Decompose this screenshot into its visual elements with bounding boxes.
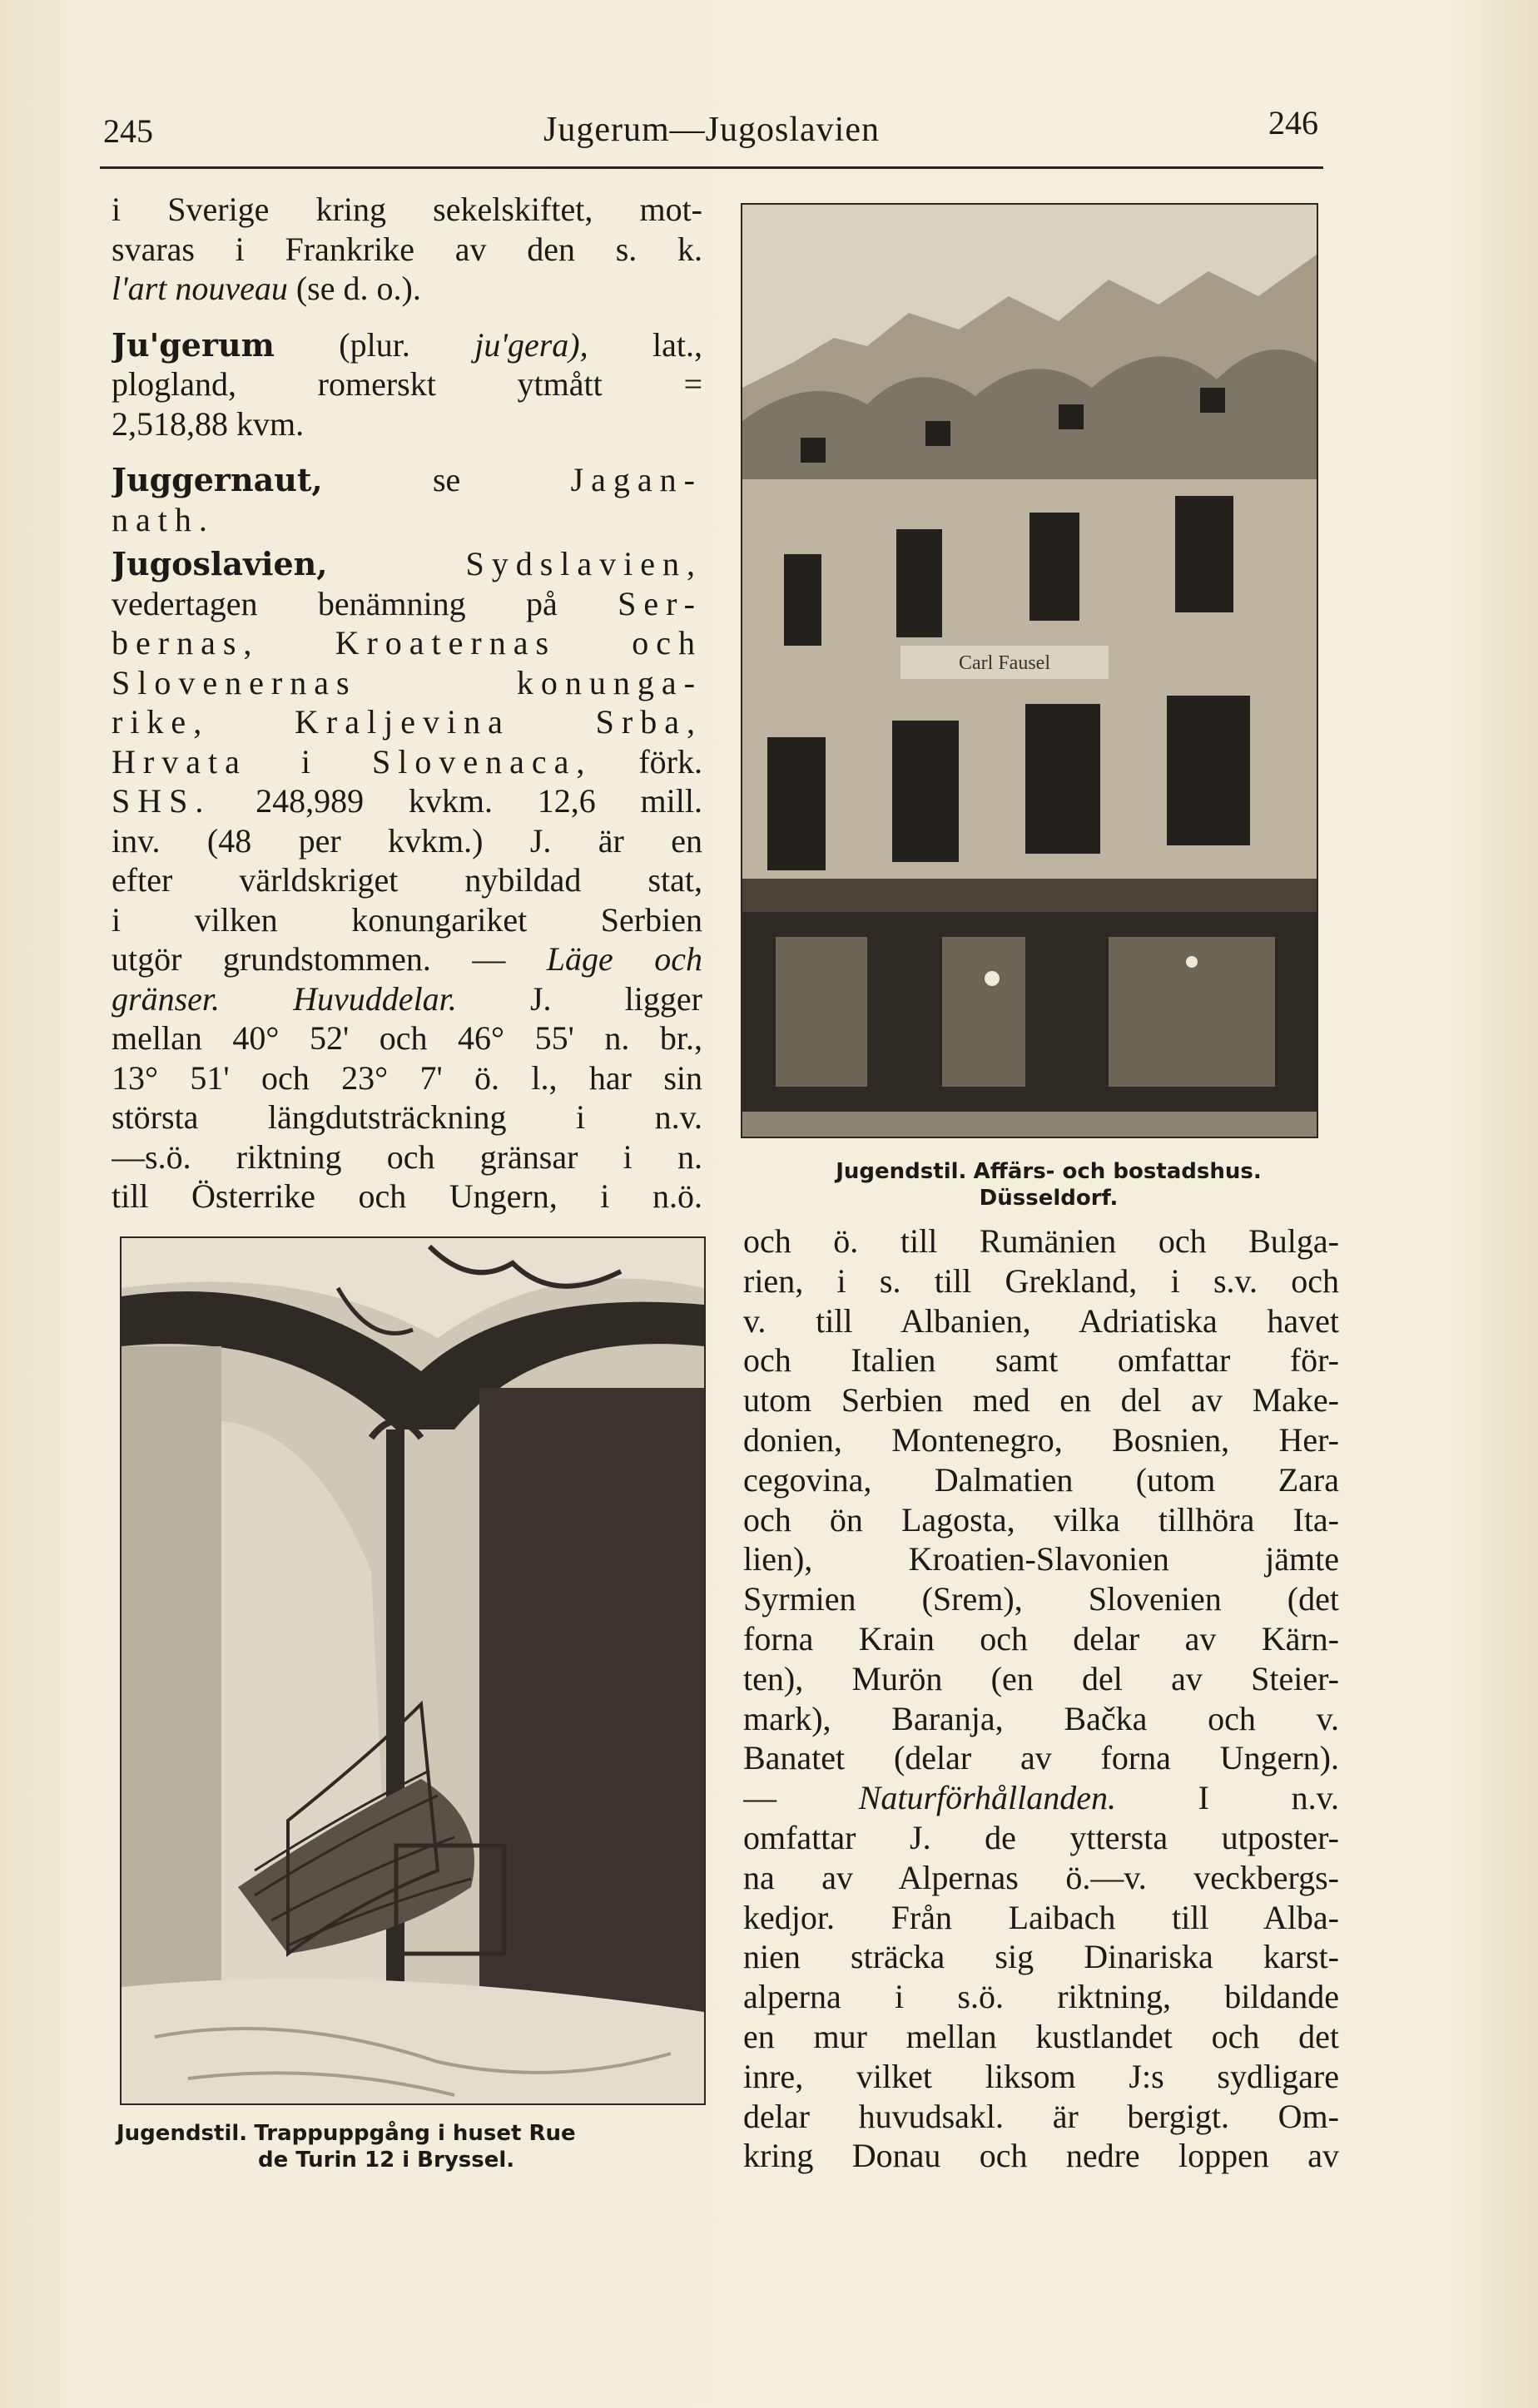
text-line: bernas, Kroaternas och (112, 624, 702, 661)
page-title: Jugerum—Jugoslavien (543, 111, 880, 149)
building-illustration (742, 205, 1317, 1137)
text-line: inre, vilket liksom J:s sydligare (743, 2057, 1339, 2095)
text-line: och ön Lagosta, vilka tillhöra Ita- (743, 1500, 1339, 1538)
text-line: lien), Kroatien-Slavonien jämte (743, 1540, 1339, 1578)
text-line: rike, Kraljevina Srba, (112, 703, 702, 741)
text-line: inv. (48 per kvkm.) J. är en (112, 821, 702, 860)
text-line: Banatet (delar av forna Ungern). (743, 1739, 1339, 1777)
text-line: största längdutsträckning i n.v. (112, 1098, 702, 1136)
text-line: Slovenernas konunga- (112, 663, 702, 701)
staircase-caption (117, 2120, 716, 2173)
text-line: 2,518,88 kvm. (112, 404, 305, 443)
building-photo (741, 203, 1318, 1138)
staircase-photo (120, 1236, 706, 2105)
text-line: en mur mellan kustlandet och det (743, 2017, 1339, 2055)
entry-jugoslavien: Jugoslavien, Sydslavien, (112, 545, 702, 582)
text-line: omfattar J. de yttersta utposter- (743, 1818, 1339, 1856)
building-caption (766, 1158, 1332, 1211)
headword: Ju'gerum (112, 325, 275, 364)
text-line: i vilken konungariket Serbien (112, 900, 702, 939)
text-line: l'art nouveau (se d. o.). (112, 270, 421, 307)
right-text-column (743, 1221, 1339, 2176)
text-line: SHS. 248,989 kvkm. 12,6 mill. (112, 782, 702, 820)
entry-jugerum: Ju'gerum (plur. ju'gera), lat., (112, 325, 702, 364)
text-line: 13° 51' och 23° 7' ö. l., har sin (112, 1058, 702, 1097)
text-line: nien sträcka sig Dinariska karst- (743, 1938, 1339, 1976)
text-line: delar huvudsakl. är bergigt. Om- (743, 2097, 1339, 2135)
staircase-illustration (122, 1238, 704, 2103)
caption-label: Jugendstil. (836, 1159, 967, 1184)
caption-label: Jugendstil. (117, 2121, 248, 2146)
caption-text: Trappuppgång i huset Rue (254, 2121, 576, 2146)
text-line: cegovina, Dalmatien (utom Zara (743, 1460, 1339, 1499)
text-line: utgör grundstommen. — Läge och (112, 940, 702, 978)
text-line: forna Krain och delar av Kärn- (743, 1619, 1339, 1657)
text-line: plogland, romerskt ytmått = (112, 365, 702, 403)
running-head (100, 100, 1323, 169)
text-line: alperna i s.ö. riktning, bildande (743, 1978, 1339, 2016)
text-line: rien, i s. till Grekland, i s.v. och (743, 1261, 1339, 1300)
text-line: Syrmien (Srem), Slovenien (det (743, 1580, 1339, 1618)
text-line: —s.ö. riktning och gränsar i n. (112, 1137, 702, 1176)
text-line: vedertagen benämning på Ser- (112, 584, 702, 622)
page-number-left: 245 (103, 112, 153, 150)
page-number-right: 246 (1268, 104, 1318, 141)
headword: Jugoslavien, (112, 545, 328, 582)
text-line: och Italien samt omfattar för- (743, 1341, 1339, 1380)
text-line: kedjor. Från Laibach till Alba- (743, 1898, 1339, 1936)
text-line: nath. (112, 500, 215, 538)
text-line: ten), Murön (en del av Steier- (743, 1659, 1339, 1697)
text-line: till Österrike och Ungern, i n.ö. (112, 1177, 702, 1215)
headword: Juggernaut, (112, 461, 323, 498)
text-line: efter världskriget nybildad stat, (112, 861, 702, 899)
text-line: och ö. till Rumänien och Bulga- (743, 1222, 1339, 1260)
text-line: donien, Montenegro, Bosnien, Her- (743, 1420, 1339, 1459)
text-line: v. till Albanien, Adriatiska havet (743, 1301, 1339, 1340)
text-line: kring Donau och nedre loppen av (743, 2137, 1339, 2175)
text-line: svaras i Frankrike av den s. k. (112, 230, 702, 268)
text-line: gränser. Huvuddelar. J. ligger (112, 979, 702, 1018)
text-line: utom Serbien med en del av Make- (743, 1381, 1339, 1420)
entry-juggernaut: Juggernaut, se Jagan- (112, 461, 702, 498)
left-text-column (112, 190, 702, 1216)
shop-sign: Carl Fausel (959, 652, 1050, 674)
text-line: mellan 40° 52' och 46° 55' n. br., (112, 1019, 702, 1057)
text-line: — Naturförhållanden. I n.v. (743, 1779, 1339, 1817)
text-line: Hrvata i Slovenaca, förk. (112, 742, 702, 780)
text-line: i Sverige kring sekelskiftet, mot- (112, 191, 702, 228)
text-line: na av Alpernas ö.—v. veckbergs- (743, 1858, 1339, 1896)
caption-text: Düsseldorf. (979, 1186, 1119, 1211)
caption-text: Affärs- och bostadshus. (973, 1159, 1262, 1184)
text-line: mark), Baranja, Bačka och v. (743, 1699, 1339, 1737)
caption-text: de Turin 12 i Bryssel. (258, 2148, 515, 2173)
